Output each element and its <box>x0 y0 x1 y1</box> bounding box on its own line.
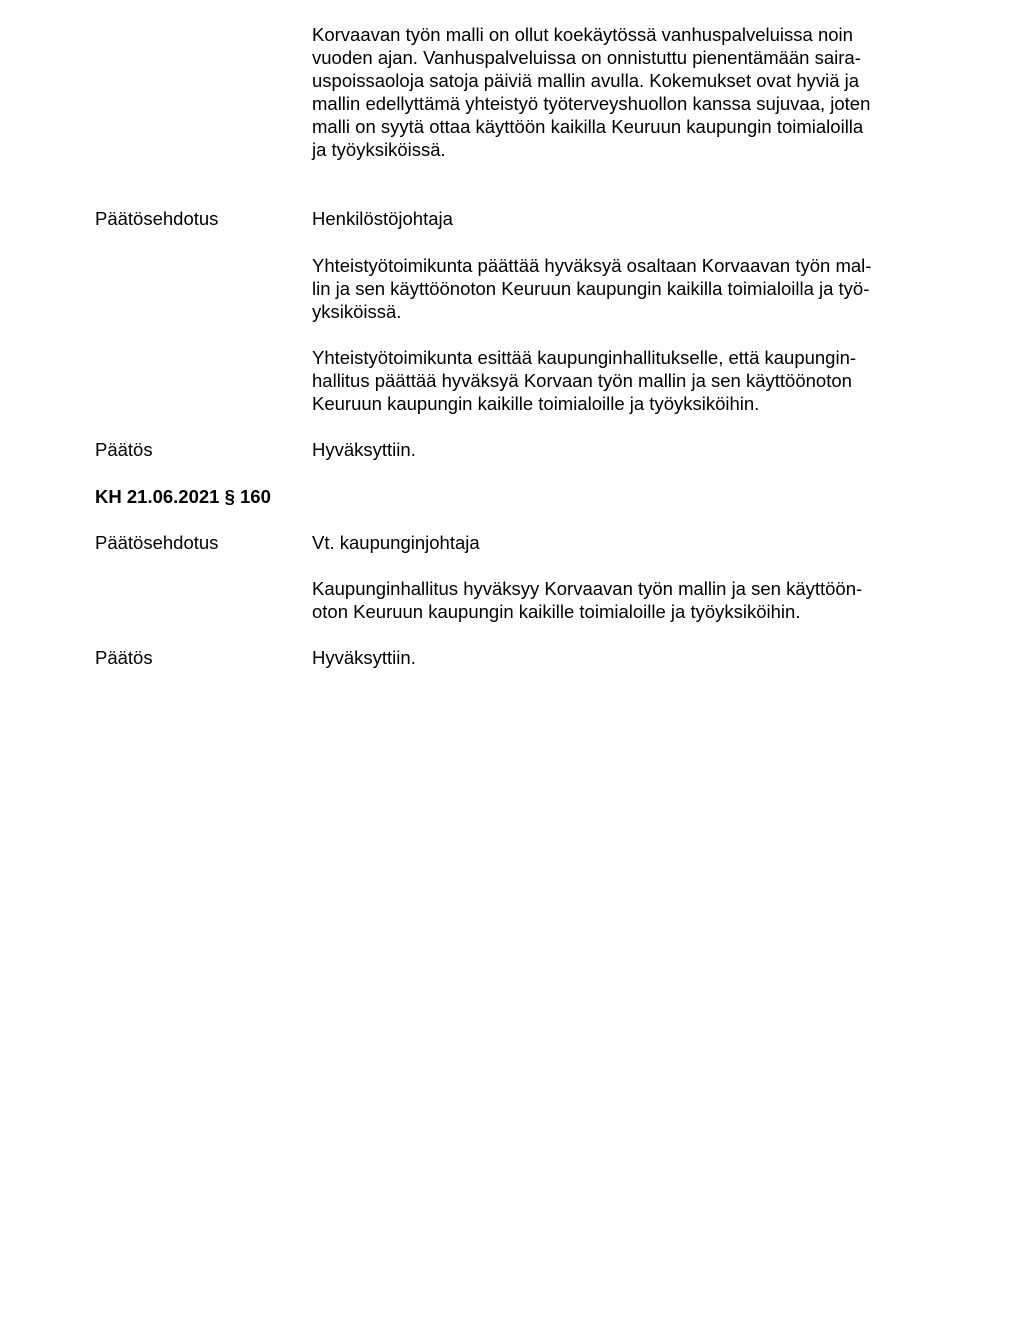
decision-text: Hyväksyttiin. <box>312 647 416 668</box>
proposal-label: Päätösehdotus <box>95 532 219 553</box>
proposal-paragraph <box>312 577 922 623</box>
intro-line: malli on syytä ottaa käyttöön kaikilla Keuruun kaupungin toimialoilla <box>312 116 864 137</box>
intro-line: Korvaavan työn malli on ollut koekäytössä vanhuspalveluissa noin <box>312 24 853 45</box>
proposal-paragraph <box>312 254 922 323</box>
decision-text: Hyväksyttiin. <box>312 439 416 460</box>
section-heading: KH 21.06.2021 § 160 <box>95 486 271 507</box>
intro-line: mallin edellyttämä yhteistyö työterveyshuollon kanssa sujuvaa, joten <box>312 93 871 114</box>
intro-line: vuoden ajan. Vanhuspalveluissa on onnistuttu pienentämään saira- <box>312 47 861 68</box>
decision-label: Päätös <box>95 439 153 460</box>
proposal-line: Yhteistyötoimikunta päättää hyväksyä osaltaan Korvaavan työn mal- <box>312 255 872 276</box>
proposal-line: lin ja sen käyttöönoton Keuruun kaupungin kaikilla toimialoilla ja työ- <box>312 278 870 299</box>
proposer-name: Henkilöstöjohtaja <box>312 208 453 229</box>
intro-paragraph <box>312 23 922 161</box>
proposal-line: Keuruun kaupungin kaikille toimialoille ja työyksiköihin. <box>312 393 760 414</box>
proposal-line: Kaupunginhallitus hyväksyy Korvaavan työn mallin ja sen käyttöön- <box>312 578 863 599</box>
intro-line: ja työyksiköissä. <box>312 139 446 160</box>
proposal-line: hallitus päättää hyväksyä Korvaan työn mallin ja sen käyttöönoton <box>312 370 852 391</box>
proposal-paragraph <box>312 346 922 415</box>
proposal-label: Päätösehdotus <box>95 208 219 229</box>
proposal-line: yksiköissä. <box>312 301 402 322</box>
decision-label: Päätös <box>95 647 153 668</box>
proposal-line: Yhteistyötoimikunta esittää kaupunginhallitukselle, että kaupungin- <box>312 347 857 368</box>
proposal-line: oton Keuruun kaupungin kaikille toimialoille ja työyksiköihin. <box>312 601 801 622</box>
intro-line: uspoissaoloja satoja päiviä mallin avulla. Kokemukset ovat hyviä ja <box>312 70 860 91</box>
proposer-name: Vt. kaupunginjohtaja <box>312 532 480 553</box>
